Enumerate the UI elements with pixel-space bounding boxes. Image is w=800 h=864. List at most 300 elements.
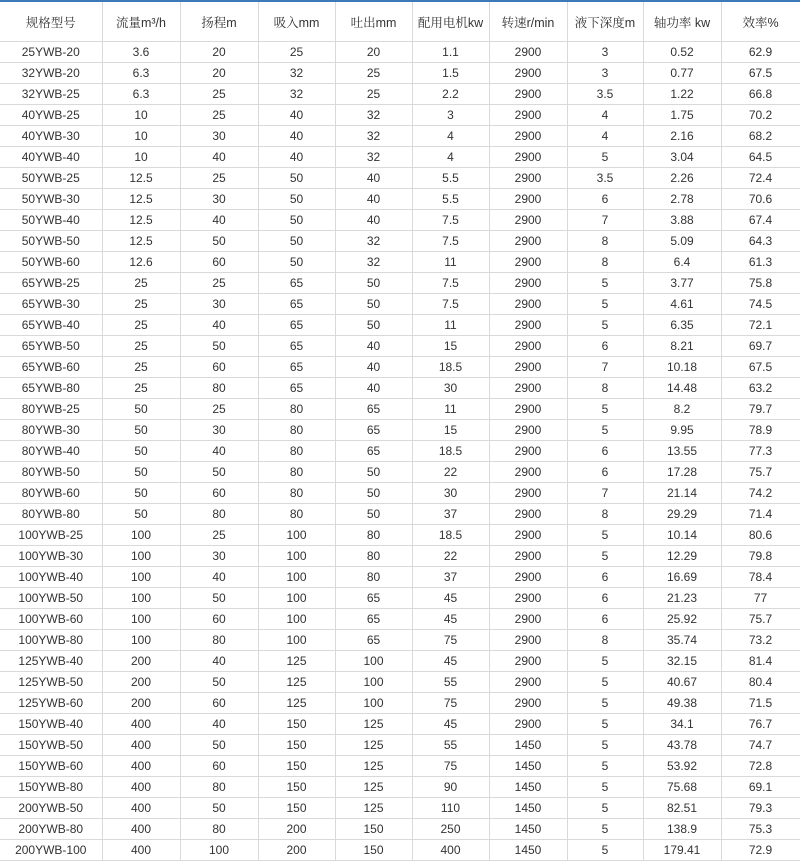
table-cell: 2900	[489, 63, 567, 84]
table-row	[0, 357, 800, 378]
table-cell: 7.5	[412, 273, 489, 294]
table-cell: 80.6	[721, 525, 800, 546]
table-cell: 125	[258, 651, 335, 672]
table-cell: 25	[180, 525, 258, 546]
table-cell: 100	[102, 567, 180, 588]
table-cell: 9.95	[643, 420, 721, 441]
table-cell: 79.3	[721, 798, 800, 819]
table-cell: 60	[180, 483, 258, 504]
table-cell: 55	[412, 735, 489, 756]
table-cell: 40	[180, 714, 258, 735]
table-cell: 50YWB-50	[0, 231, 102, 252]
table-cell: 400	[102, 756, 180, 777]
table-cell: 30	[180, 420, 258, 441]
table-cell: 2900	[489, 105, 567, 126]
table-cell: 32	[258, 84, 335, 105]
table-row	[0, 378, 800, 399]
table-cell: 30	[180, 546, 258, 567]
table-cell: 80	[335, 567, 412, 588]
table-cell: 4	[412, 147, 489, 168]
table-cell: 25	[335, 63, 412, 84]
table-cell: 2900	[489, 714, 567, 735]
table-cell: 75	[412, 756, 489, 777]
table-cell: 100	[102, 546, 180, 567]
table-cell: 20	[335, 42, 412, 63]
table-cell: 40	[180, 651, 258, 672]
table-cell: 75.3	[721, 819, 800, 840]
table-cell: 40	[335, 168, 412, 189]
table-cell: 90	[412, 777, 489, 798]
table-row	[0, 42, 800, 63]
table-cell: 74.5	[721, 294, 800, 315]
header-row	[0, 1, 800, 42]
table-cell: 2900	[489, 567, 567, 588]
table-row	[0, 336, 800, 357]
table-cell: 1.75	[643, 105, 721, 126]
table-row	[0, 231, 800, 252]
table-cell: 50	[258, 168, 335, 189]
table-cell: 10	[102, 105, 180, 126]
table-cell: 3.77	[643, 273, 721, 294]
column-header: 配用电机kw	[412, 1, 489, 42]
table-cell: 1.22	[643, 84, 721, 105]
table-cell: 150	[258, 735, 335, 756]
table-cell: 5	[567, 294, 643, 315]
table-cell: 2900	[489, 483, 567, 504]
table-row	[0, 252, 800, 273]
table-cell: 100	[335, 693, 412, 714]
table-cell: 50	[258, 252, 335, 273]
table-cell: 50YWB-40	[0, 210, 102, 231]
table-cell: 72.9	[721, 840, 800, 861]
table-cell: 5	[567, 693, 643, 714]
table-cell: 55	[412, 672, 489, 693]
table-cell: 8	[567, 504, 643, 525]
table-cell: 100	[102, 630, 180, 651]
table-cell: 125	[335, 756, 412, 777]
table-cell: 100YWB-80	[0, 630, 102, 651]
table-cell: 200	[102, 693, 180, 714]
table-cell: 60	[180, 756, 258, 777]
table-cell: 0.77	[643, 63, 721, 84]
table-cell: 2900	[489, 672, 567, 693]
table-cell: 10.18	[643, 357, 721, 378]
table-cell: 2900	[489, 189, 567, 210]
table-cell: 5	[567, 756, 643, 777]
table-cell: 80	[258, 399, 335, 420]
table-cell: 18.5	[412, 441, 489, 462]
table-cell: 138.9	[643, 819, 721, 840]
table-row	[0, 420, 800, 441]
table-cell: 65YWB-25	[0, 273, 102, 294]
table-cell: 100	[258, 546, 335, 567]
table-cell: 14.48	[643, 378, 721, 399]
table-cell: 100	[258, 630, 335, 651]
table-cell: 78.9	[721, 420, 800, 441]
table-row	[0, 504, 800, 525]
table-cell: 82.51	[643, 798, 721, 819]
table-cell: 3.6	[102, 42, 180, 63]
table-cell: 67.5	[721, 63, 800, 84]
table-cell: 8	[567, 630, 643, 651]
table-cell: 65	[335, 609, 412, 630]
table-row	[0, 273, 800, 294]
table-cell: 77	[721, 588, 800, 609]
table-cell: 30	[412, 483, 489, 504]
table-cell: 2.78	[643, 189, 721, 210]
table-cell: 69.1	[721, 777, 800, 798]
table-cell: 65YWB-40	[0, 315, 102, 336]
table-cell: 40	[335, 189, 412, 210]
table-cell: 4	[567, 105, 643, 126]
table-cell: 40YWB-30	[0, 126, 102, 147]
table-cell: 400	[102, 819, 180, 840]
table-cell: 32YWB-25	[0, 84, 102, 105]
table-cell: 32	[335, 147, 412, 168]
table-cell: 80	[180, 378, 258, 399]
table-cell: 150YWB-80	[0, 777, 102, 798]
table-cell: 400	[102, 798, 180, 819]
table-cell: 65	[258, 378, 335, 399]
table-cell: 12.5	[102, 231, 180, 252]
table-cell: 5	[567, 798, 643, 819]
table-cell: 75	[412, 693, 489, 714]
table-cell: 6	[567, 588, 643, 609]
table-cell: 2900	[489, 693, 567, 714]
table-cell: 75.7	[721, 462, 800, 483]
table-cell: 200YWB-100	[0, 840, 102, 861]
table-cell: 65YWB-30	[0, 294, 102, 315]
table-cell: 50	[335, 483, 412, 504]
table-row	[0, 147, 800, 168]
table-cell: 5	[567, 735, 643, 756]
table-cell: 80	[335, 546, 412, 567]
column-header: 转速r/min	[489, 1, 567, 42]
table-cell: 8.2	[643, 399, 721, 420]
table-cell: 80	[258, 504, 335, 525]
table-cell: 3.88	[643, 210, 721, 231]
table-cell: 5	[567, 315, 643, 336]
table-cell: 77.3	[721, 441, 800, 462]
table-cell: 8	[567, 252, 643, 273]
table-cell: 67.5	[721, 357, 800, 378]
table-cell: 25	[180, 105, 258, 126]
table-cell: 32.15	[643, 651, 721, 672]
table-cell: 61.3	[721, 252, 800, 273]
table-cell: 400	[102, 735, 180, 756]
table-cell: 40	[180, 210, 258, 231]
table-cell: 50	[258, 210, 335, 231]
table-row	[0, 819, 800, 840]
table-cell: 15	[412, 336, 489, 357]
table-row	[0, 315, 800, 336]
table-cell: 40	[258, 126, 335, 147]
table-row	[0, 168, 800, 189]
table-row	[0, 210, 800, 231]
table-row	[0, 798, 800, 819]
table-cell: 150	[258, 756, 335, 777]
table-cell: 2900	[489, 231, 567, 252]
table-row	[0, 567, 800, 588]
table-row	[0, 189, 800, 210]
table-cell: 400	[102, 777, 180, 798]
table-cell: 7	[567, 483, 643, 504]
table-row	[0, 588, 800, 609]
table-cell: 80YWB-25	[0, 399, 102, 420]
table-cell: 50	[180, 588, 258, 609]
table-cell: 37	[412, 567, 489, 588]
table-cell: 12.29	[643, 546, 721, 567]
table-cell: 5	[567, 777, 643, 798]
table-cell: 5	[567, 546, 643, 567]
table-cell: 5.5	[412, 168, 489, 189]
table-cell: 100	[258, 609, 335, 630]
table-cell: 40	[180, 441, 258, 462]
table-cell: 200YWB-80	[0, 819, 102, 840]
table-cell: 50	[102, 441, 180, 462]
table-row	[0, 294, 800, 315]
table-cell: 10.14	[643, 525, 721, 546]
table-cell: 1.1	[412, 42, 489, 63]
table-cell: 72.8	[721, 756, 800, 777]
table-cell: 80.4	[721, 672, 800, 693]
table-cell: 75.7	[721, 609, 800, 630]
table-cell: 2900	[489, 630, 567, 651]
table-row	[0, 483, 800, 504]
table-cell: 65	[335, 441, 412, 462]
table-cell: 45	[412, 588, 489, 609]
table-cell: 7.5	[412, 210, 489, 231]
table-cell: 2900	[489, 147, 567, 168]
table-cell: 150	[335, 840, 412, 861]
table-cell: 32	[335, 126, 412, 147]
table-cell: 80	[180, 819, 258, 840]
table-cell: 100YWB-60	[0, 609, 102, 630]
table-cell: 10	[102, 147, 180, 168]
table-cell: 67.4	[721, 210, 800, 231]
table-cell: 65	[258, 294, 335, 315]
table-cell: 32	[335, 231, 412, 252]
table-cell: 2900	[489, 609, 567, 630]
table-cell: 179.41	[643, 840, 721, 861]
table-cell: 25	[180, 84, 258, 105]
table-cell: 50	[102, 420, 180, 441]
table-cell: 3	[412, 105, 489, 126]
table-cell: 25	[102, 336, 180, 357]
table-row	[0, 714, 800, 735]
table-cell: 50	[335, 273, 412, 294]
table-cell: 18.5	[412, 357, 489, 378]
column-header: 吐出mm	[335, 1, 412, 42]
table-cell: 60	[180, 252, 258, 273]
table-cell: 40	[335, 210, 412, 231]
table-cell: 100YWB-50	[0, 588, 102, 609]
table-cell: 4	[412, 126, 489, 147]
table-cell: 65YWB-60	[0, 357, 102, 378]
table-cell: 80YWB-60	[0, 483, 102, 504]
table-cell: 12.5	[102, 189, 180, 210]
column-header: 流量m³/h	[102, 1, 180, 42]
table-cell: 40	[180, 147, 258, 168]
table-cell: 74.7	[721, 735, 800, 756]
table-cell: 12.5	[102, 168, 180, 189]
table-cell: 25	[102, 294, 180, 315]
table-cell: 78.4	[721, 567, 800, 588]
table-cell: 50YWB-60	[0, 252, 102, 273]
table-cell: 6.35	[643, 315, 721, 336]
table-cell: 53.92	[643, 756, 721, 777]
table-cell: 12.6	[102, 252, 180, 273]
table-cell: 40	[335, 336, 412, 357]
table-cell: 70.6	[721, 189, 800, 210]
table-cell: 50	[335, 315, 412, 336]
table-cell: 3	[567, 63, 643, 84]
table-row	[0, 462, 800, 483]
table-cell: 64.5	[721, 147, 800, 168]
table-cell: 2900	[489, 273, 567, 294]
table-cell: 5	[567, 525, 643, 546]
table-cell: 25	[180, 273, 258, 294]
table-cell: 2900	[489, 651, 567, 672]
table-cell: 65	[335, 588, 412, 609]
table-cell: 100	[335, 672, 412, 693]
table-cell: 7	[567, 357, 643, 378]
table-cell: 5	[567, 714, 643, 735]
table-cell: 34.1	[643, 714, 721, 735]
table-cell: 125YWB-50	[0, 672, 102, 693]
table-cell: 150	[258, 714, 335, 735]
table-cell: 250	[412, 819, 489, 840]
table-cell: 125YWB-40	[0, 651, 102, 672]
table-cell: 200YWB-50	[0, 798, 102, 819]
table-row	[0, 609, 800, 630]
table-cell: 2900	[489, 441, 567, 462]
table-cell: 6.3	[102, 84, 180, 105]
table-cell: 4	[567, 126, 643, 147]
table-cell: 80YWB-40	[0, 441, 102, 462]
table-cell: 3.04	[643, 147, 721, 168]
table-cell: 21.23	[643, 588, 721, 609]
table-cell: 6.4	[643, 252, 721, 273]
table-cell: 17.28	[643, 462, 721, 483]
table-cell: 20	[180, 42, 258, 63]
table-cell: 25	[335, 84, 412, 105]
table-cell: 70.2	[721, 105, 800, 126]
table-cell: 2900	[489, 399, 567, 420]
table-cell: 3	[567, 42, 643, 63]
table-cell: 2900	[489, 504, 567, 525]
table-cell: 75.68	[643, 777, 721, 798]
table-cell: 30	[180, 126, 258, 147]
table-cell: 81.4	[721, 651, 800, 672]
table-cell: 65	[258, 273, 335, 294]
table-cell: 125	[335, 798, 412, 819]
table-cell: 50	[335, 294, 412, 315]
table-cell: 60	[180, 609, 258, 630]
table-cell: 15	[412, 420, 489, 441]
table-cell: 75.8	[721, 273, 800, 294]
table-row	[0, 693, 800, 714]
table-cell: 5	[567, 819, 643, 840]
column-header: 液下深度m	[567, 1, 643, 42]
table-cell: 72.4	[721, 168, 800, 189]
column-header: 轴功率 kw	[643, 1, 721, 42]
table-cell: 125	[258, 693, 335, 714]
table-cell: 68.2	[721, 126, 800, 147]
table-cell: 40YWB-25	[0, 105, 102, 126]
table-cell: 125	[335, 735, 412, 756]
table-cell: 2900	[489, 357, 567, 378]
table-cell: 200	[258, 819, 335, 840]
table-cell: 5	[567, 672, 643, 693]
table-cell: 2900	[489, 168, 567, 189]
table-cell: 80	[180, 504, 258, 525]
table-cell: 60	[180, 693, 258, 714]
table-row	[0, 840, 800, 861]
table-cell: 5.09	[643, 231, 721, 252]
table-cell: 66.8	[721, 84, 800, 105]
table-cell: 79.7	[721, 399, 800, 420]
table-cell: 3.5	[567, 168, 643, 189]
table-cell: 80YWB-80	[0, 504, 102, 525]
table-cell: 2900	[489, 315, 567, 336]
table-cell: 65	[335, 420, 412, 441]
table-cell: 110	[412, 798, 489, 819]
table-row	[0, 777, 800, 798]
table-row	[0, 651, 800, 672]
table-cell: 74.2	[721, 483, 800, 504]
table-cell: 100	[102, 588, 180, 609]
table-cell: 25	[180, 399, 258, 420]
table-cell: 3.5	[567, 84, 643, 105]
table-cell: 71.5	[721, 693, 800, 714]
table-cell: 1450	[489, 819, 567, 840]
table-cell: 200	[258, 840, 335, 861]
table-cell: 12.5	[102, 210, 180, 231]
table-cell: 125	[335, 714, 412, 735]
table-cell: 7.5	[412, 294, 489, 315]
table-cell: 80	[258, 462, 335, 483]
table-cell: 30	[412, 378, 489, 399]
table-cell: 11	[412, 252, 489, 273]
table-cell: 65YWB-50	[0, 336, 102, 357]
table-cell: 2.16	[643, 126, 721, 147]
table-cell: 150YWB-40	[0, 714, 102, 735]
table-cell: 100	[180, 840, 258, 861]
table-row	[0, 84, 800, 105]
table-cell: 80	[258, 441, 335, 462]
table-cell: 25	[102, 378, 180, 399]
table-cell: 50	[335, 462, 412, 483]
table-cell: 50	[180, 672, 258, 693]
table-cell: 6	[567, 609, 643, 630]
table-cell: 2900	[489, 462, 567, 483]
table-row	[0, 105, 800, 126]
table-cell: 73.2	[721, 630, 800, 651]
table-cell: 80	[258, 420, 335, 441]
table-cell: 400	[102, 840, 180, 861]
table-cell: 2900	[489, 525, 567, 546]
table-cell: 200	[102, 651, 180, 672]
table-cell: 65YWB-80	[0, 378, 102, 399]
table-cell: 76.7	[721, 714, 800, 735]
table-cell: 65	[335, 630, 412, 651]
table-cell: 6	[567, 189, 643, 210]
table-cell: 2900	[489, 336, 567, 357]
table-cell: 40YWB-40	[0, 147, 102, 168]
table-cell: 2900	[489, 84, 567, 105]
table-cell: 100YWB-40	[0, 567, 102, 588]
